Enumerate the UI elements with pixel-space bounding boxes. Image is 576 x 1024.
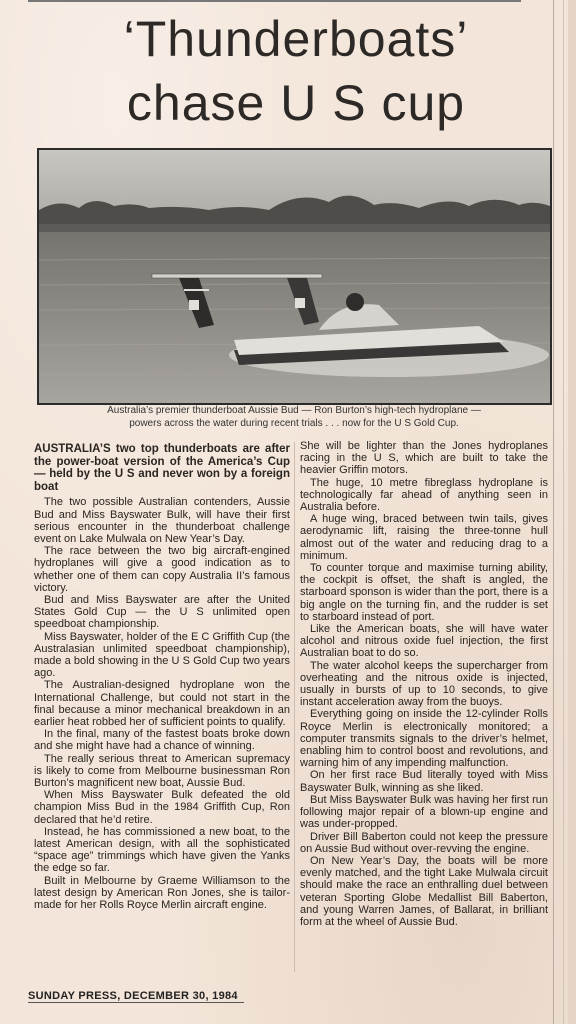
photo-caption bbox=[40, 404, 548, 430]
caption-line-1: Australia’s premier thunderboat Aussie Bud — Ron Burton’s high-tech hydroplane — bbox=[107, 405, 481, 416]
article-paragraph: Everything going on inside the 12-cylinder Rolls Royce Merlin is electronically monitored; a computer transmits signals to the driver’s helmet, enabling him to control boost and revolutions, and warning him of any impending malfunction. bbox=[300, 708, 548, 770]
article-paragraph: Bud and Miss Bayswater are after the United States Gold Cup — the U S unlimited open speedboat championship. bbox=[34, 594, 290, 631]
source-dateline: SUNDAY PRESS, DECEMBER 30, 1984 bbox=[28, 990, 238, 1002]
headline-line-2: chase U S cup bbox=[126, 75, 466, 131]
hydroplane-photo bbox=[37, 148, 552, 405]
top-rule bbox=[28, 0, 521, 2]
article-paragraph: The water alcohol keeps the supercharger from overheating and the nitrous oxide is injected, usually in bursts of up to 10 seconds, to give instant acceleration away from the buoys. bbox=[300, 659, 548, 709]
right-column-rule bbox=[553, 0, 554, 1024]
article-paragraph: To counter torque and maximise turning ability, the cockpit is offset, the shaft is angled, the starboard sponson is wider than the port, there is a big angle on the turning fin, and the rudder is set to starboard instead of port. bbox=[300, 562, 548, 623]
article-paragraph: She will be lighter than the Jones hydroplanes racing in the U S, which are built to take the heavier Griffin motors. bbox=[300, 440, 548, 477]
article-lead: AUSTRALIA’S two top thunderboats are after the power-boat version of the America’s Cup — held by the U S and never won by a foreign boat bbox=[34, 443, 290, 493]
column-divider bbox=[294, 442, 295, 972]
article-paragraph: On her first race Bud literally toyed with Miss Bayswater Bulk, winning as she liked. bbox=[300, 769, 548, 794]
article-paragraph: The race between the two big aircraft-engined hydroplanes will give a good indication as to whether one of them can copy Australia II’s famous victory. bbox=[34, 545, 290, 594]
caption-line-2: powers across the water during recent trials . . . now for the U S Gold Cup. bbox=[129, 418, 459, 429]
article-paragraph: The two possible Australian contenders, Aussie Bud and Miss Bayswater Bulk, will have their first serious encounter in the thunderboat challenge event on Lake Mulwala on New Year’s Day. bbox=[34, 496, 290, 545]
paper-edge bbox=[568, 0, 576, 1024]
article-paragraph: Driver Bill Baberton could not keep the pressure on Aussie Bud without over-revving the engine. bbox=[300, 830, 548, 855]
article-paragraph: But Miss Bayswater Bulk was having her first run following major repair of a blown-up engine and was under-propped. bbox=[300, 793, 548, 831]
article-paragraph: Built in Melbourne by Graeme Williamson to the latest design by American Ron Jones, she is tailor-made for her Rolls Royce Merlin aircraft engine. bbox=[34, 874, 290, 912]
article-paragraph: The huge, 10 metre fibreglass hydroplane is technologically far ahead of anything seen in Australia before. bbox=[300, 476, 548, 514]
article-paragraph: Like the American boats, she will have water alcohol and nitrous oxide fuel injection, the first Australian boat to do so. bbox=[300, 623, 548, 660]
article-paragraph: Miss Bayswater, holder of the E C Griffith Cup (the Australasian unlimited speedboat championship), made a bold showing in the U S Gold Cup two years ago. bbox=[34, 630, 290, 680]
article-paragraph: The really serious threat to American supremacy is likely to come from Melbourne businessman Ron Burton’s magnificent new boat, Aussie Bud. bbox=[34, 752, 290, 790]
headline-line-1: ‘Thunderboats’ bbox=[123, 11, 469, 67]
article-column-right bbox=[300, 440, 548, 928]
article-paragraph: Instead, he has commissioned a new boat, to the latest American design, with all the sophisticated “space age” trimmings which have given the Yanks the edge so far. bbox=[34, 825, 290, 875]
article-paragraph: The Australian-designed hydroplane won the International Challenge, but could not start in the final because a minor mechanical breakdown in an earlier heat robbed her of sufficient points to qualify. bbox=[34, 679, 290, 729]
article-paragraph: In the final, many of the fastest boats broke down and she might have had a chance of winning. bbox=[34, 728, 290, 753]
source-underline bbox=[28, 1002, 244, 1003]
article-paragraph: When Miss Bayswater Bulk defeated the old champion Miss Bud in the 1984 Griffith Cup, Ron declared that he’d retire. bbox=[34, 789, 290, 826]
article-paragraph: A huge wing, braced between twin tails, gives aerodynamic lift, raising the three-tonne hull almost out of the water and reducing drag to a minimum. bbox=[300, 513, 548, 562]
article-paragraph: On New Year’s Day, the boats will be more evenly matched, and the tight Lake Mulwala circuit should make the race an enthralling duel between veteran Sporting Globe Medallist Bill Baberton, and young Warren James, of Ballarat, in brilliant form at the wheel of Aussie Bud. bbox=[300, 854, 548, 928]
article-column-left bbox=[34, 443, 290, 911]
photo-illustration bbox=[39, 150, 550, 403]
right-column-rule-secondary bbox=[563, 0, 564, 1024]
